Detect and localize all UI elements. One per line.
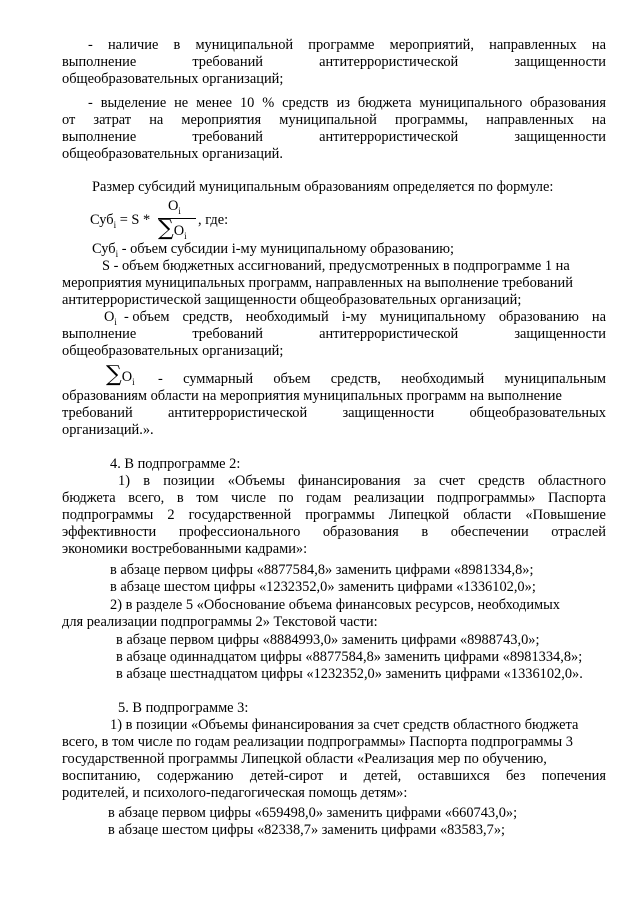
- word: средств: [282, 95, 329, 111]
- subsidy-formula: [90, 200, 250, 240]
- word: образования: [322, 524, 399, 540]
- text-line: мероприятия муниципальных программ, направленных на выполнение требований: [62, 275, 573, 291]
- word: программы: [305, 507, 375, 523]
- text-line: [62, 54, 606, 71]
- word: на: [591, 309, 606, 325]
- word: области: [463, 507, 512, 523]
- text-line: [118, 473, 606, 490]
- text-line: антитеррористической защищенности общеобразовательных организаций;: [62, 292, 522, 308]
- word: менее: [196, 95, 233, 111]
- word: антитеррористической: [168, 405, 308, 421]
- word: -: [88, 37, 93, 53]
- word: наличие: [107, 37, 159, 53]
- formula-tail: , где:: [198, 212, 229, 228]
- text-line: [62, 112, 606, 129]
- word: том: [196, 490, 219, 506]
- text-line: экономики востребованными кадрами»:: [62, 541, 308, 557]
- text-line: общеобразовательных организаций;: [62, 343, 284, 359]
- word: требований: [62, 405, 133, 421]
- word: выполнение: [62, 129, 137, 145]
- text-line: [62, 524, 606, 541]
- word: попечения: [541, 768, 606, 784]
- word: антитеррористической: [319, 326, 459, 342]
- text-line: организаций.».: [62, 422, 154, 438]
- word: %: [262, 95, 275, 111]
- word: антитеррористической: [319, 129, 459, 145]
- text-line: [62, 129, 606, 146]
- definition-s: S - объем бюджетных ассигнований, предусмотренных в подпрограмме 1 на: [102, 258, 570, 274]
- word: Паспорта: [547, 490, 606, 506]
- word: защищенности: [514, 326, 606, 342]
- word: в: [143, 473, 150, 489]
- word: на: [591, 112, 606, 128]
- amendment-line: в абзаце шестом цифры «1232352,0» заменить цифрами «1336102,0»;: [110, 579, 536, 595]
- word: образованию: [498, 309, 579, 325]
- word: отраслей: [551, 524, 606, 540]
- word: защищенности: [514, 54, 606, 70]
- word: содержанию: [156, 768, 234, 784]
- word: оставшихся: [417, 768, 490, 784]
- word: муниципальной: [195, 37, 294, 53]
- word: подпрограммы: [62, 507, 154, 523]
- text-line: [88, 95, 606, 112]
- word: средств,: [330, 371, 381, 387]
- text-line: общеобразовательных организаций;: [62, 71, 284, 87]
- word: 1): [118, 473, 130, 489]
- word: позиции: [163, 473, 215, 489]
- word: «Объемы: [227, 473, 285, 489]
- word: защищенности: [342, 405, 435, 421]
- word: годам: [306, 490, 342, 506]
- word: требований: [192, 326, 263, 342]
- word: в: [173, 37, 181, 53]
- text-line: общеобразовательных организаций.: [62, 146, 283, 162]
- word: образования: [530, 95, 606, 111]
- word: средств,: [182, 309, 233, 325]
- word: необходимый: [245, 309, 329, 325]
- word: 2: [167, 507, 175, 523]
- text-line: всего, в том числе по годам реализации подпрограммы» Паспорта подпрограммы 3: [62, 734, 573, 750]
- text-line: для реализации подпрограммы 2» Текстовой части:: [62, 614, 378, 630]
- word: -: [158, 371, 163, 387]
- word: общеобразовательных: [469, 405, 606, 421]
- word: i-му: [341, 309, 367, 325]
- word: числе: [231, 490, 266, 506]
- word: реализации: [353, 490, 425, 506]
- word: выполнение: [62, 326, 137, 342]
- formula-lhs: Суб$_i$ = S *: [90, 212, 151, 230]
- word: программе: [308, 37, 375, 53]
- amendment-line: в абзаце шестом цифры «82338,7» заменить цифрами «83583,7»;: [108, 822, 506, 838]
- amendment-line: в абзаце первом цифры «659498,0» заменить цифрами «660743,0»;: [108, 805, 518, 821]
- word: средств: [478, 473, 525, 489]
- word: выполнение: [62, 54, 137, 70]
- word: всего,: [128, 490, 165, 506]
- word: Липецкой: [388, 507, 450, 523]
- text-line: [88, 37, 606, 54]
- word: воспитанию,: [62, 768, 141, 784]
- formula-denominator: $\sum O_i$: [158, 216, 187, 242]
- text-line: 1) в позиции «Объемы финансирования за счет средств областного бюджета: [110, 717, 579, 733]
- word: 10: [239, 95, 255, 111]
- word: не: [174, 95, 189, 111]
- word: направленных: [486, 112, 574, 128]
- text-line: [62, 405, 606, 422]
- paragraph-size: Размер субсидий муниципальным образованиям определяется по формуле:: [92, 179, 554, 195]
- word: выделение: [100, 95, 167, 111]
- word: программы,: [395, 112, 469, 128]
- section-4-heading: 4. В подпрограмме 2:: [110, 456, 241, 472]
- word: и: [339, 768, 348, 784]
- word: муниципальному: [379, 309, 486, 325]
- word: направленных: [489, 37, 577, 53]
- word: без: [506, 768, 526, 784]
- word: антитеррористической: [319, 54, 459, 70]
- text-line: 2) в разделе 5 «Обоснование объема финансовых ресурсов, необходимых: [110, 597, 560, 613]
- word: мероприятия: [181, 112, 262, 128]
- word: эффективности: [62, 524, 157, 540]
- word: детей,: [363, 768, 402, 784]
- word: требований: [192, 129, 263, 145]
- word: суммарный: [183, 371, 254, 387]
- word: бюджета: [357, 95, 412, 111]
- word: необходимый: [401, 371, 485, 387]
- word: в: [421, 524, 429, 540]
- section-5-heading: 5. В подпрограмме 3:: [118, 700, 249, 716]
- definition-o-term: $О_i$: [104, 309, 117, 327]
- text-line: государственной программы Липецкой области «Реализация мер по обучению,: [62, 751, 547, 767]
- text-line: [124, 309, 606, 326]
- word: муниципального: [419, 95, 523, 111]
- word: профессионального: [178, 524, 301, 540]
- word: мероприятий,: [389, 37, 474, 53]
- word: государственной: [188, 507, 292, 523]
- word: требований: [192, 54, 263, 70]
- word: на: [591, 37, 606, 53]
- word: затрат: [93, 112, 132, 128]
- text-line: [158, 371, 606, 388]
- amendment-line: в абзаце первом цифры «8884993,0» заменить цифрами «8988743,0»;: [116, 632, 540, 648]
- text-line: [62, 490, 606, 507]
- definition-sub: Суб$_i$ - объем субсидии i-му муниципальному образованию;: [92, 241, 455, 259]
- word: детей-сирот: [249, 768, 324, 784]
- word: подпрограммы»: [436, 490, 536, 506]
- word: объем: [273, 371, 311, 387]
- word: финансирования: [298, 473, 401, 489]
- word: за: [413, 473, 426, 489]
- word: бюджета: [62, 490, 116, 506]
- word: «Повышение: [525, 507, 606, 523]
- text-line: [62, 768, 606, 785]
- word: муниципальным: [504, 371, 606, 387]
- word: - объем: [124, 309, 170, 325]
- word: обеспечении: [450, 524, 529, 540]
- amendment-line: в абзаце шестнадцатом цифры «1232352,0» заменить цифрами «1336102,0».: [116, 666, 583, 682]
- word: муниципальной: [279, 112, 377, 128]
- text-line: [62, 507, 606, 524]
- word: в: [176, 490, 184, 506]
- word: из: [336, 95, 350, 111]
- word: от: [62, 112, 76, 128]
- definition-sum-term: $\sum O_i$: [106, 362, 135, 387]
- amendment-line: в абзаце одиннадцатом цифры «8877584,8» заменить цифрами «8981334,8»;: [116, 649, 583, 665]
- word: счет: [438, 473, 465, 489]
- text-line: родителей, и психолого-педагогическая помощь детям»:: [62, 785, 408, 801]
- word: защищенности: [514, 129, 606, 145]
- text-line: образованиям области на мероприятия муниципальных программ на выполнение: [62, 388, 562, 404]
- word: -: [88, 95, 93, 111]
- word: по: [278, 490, 294, 506]
- word: на: [149, 112, 164, 128]
- amendment-line: в абзаце первом цифры «8877584,8» заменить цифрами «8981334,8»;: [110, 562, 534, 578]
- formula-numerator: $O_i$: [168, 198, 181, 216]
- word: областного: [537, 473, 606, 489]
- text-line: [62, 326, 606, 343]
